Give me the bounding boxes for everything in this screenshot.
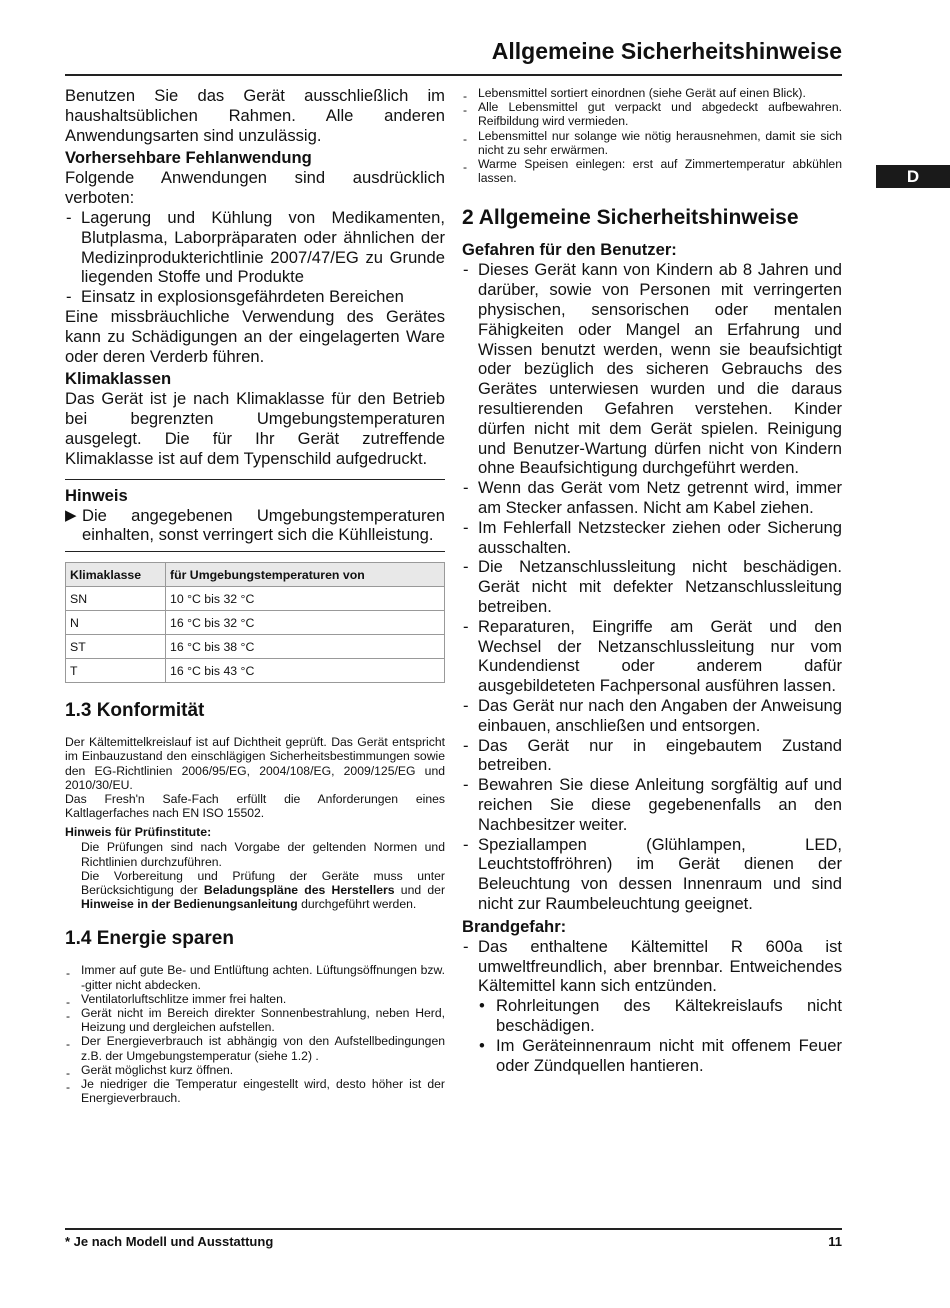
note-text: Die angegebenen Umgebungstemperaturen einhalten, sonst verringert sich die Kühlleistung. [82, 505, 445, 545]
note-heading: Hinweis [65, 485, 128, 505]
note-row [65, 506, 445, 546]
right-column [462, 86, 842, 1075]
text-run: durchgeführt werden. [297, 897, 417, 912]
footer-divider [65, 1228, 842, 1230]
list-item: - Lagerung und Kühlung von Medikamenten, Blutplasma, Laborpräparaten oder ähnlichen der Medizinprodukterichtlinie 2007/47/EG zu Grunde liegenden Stoffe und Produkte [65, 208, 445, 287]
list-item: - Gerät möglichst kurz öffnen. [65, 1063, 445, 1077]
intro-paragraph: Benutzen Sie das Gerät ausschließlich im haushaltsüblichen Rahmen. Alle anderen Anwendungsarten sind unzulässig. [65, 86, 445, 145]
list-item: - Der Energieverbrauch ist abhängig von den Aufstellbedingungen z.B. der Umgebungstemperatur (siehe 1.2) . [65, 1034, 445, 1062]
conformity-paragraph-2: Das Fresh'n Safe-Fach erfüllt die Anforderungen eines Kaltlagerfaches nach EN ISO 15502. [65, 791, 445, 821]
list-item: - Dieses Gerät kann von Kindern ab 8 Jahren und darüber, sowie von Personen mit verringerten physischen, sensorischen oder mentalen Fähigkeiten oder Mangel an Erfahrung und Wissen benutzt werden, wenn sie beaufsichtigt oder bezüglich des sicheren Gebrauchs des Gerätes unterwiesen wurden und die daraus resultierenden Gefahren verstehen. Kinder dürfen nicht mit dem Gerät spielen. Reinigung und Benutzer-Wartung dürfen nicht von Kindern ohne Beaufsichtigung durchgeführt werden. [462, 260, 842, 478]
test-paragraph-2 [65, 869, 445, 912]
list-item: - Reparaturen, Eingriffe am Gerät und den Wechsel der Netzanschlussleitung nur vom Kundendienst oder anderem dafür ausgebildeteten Fachpersonal ausführen lassen. [462, 617, 842, 696]
list-item: - Das enthaltene Kältemittel R 600a ist umweltfreundlich, aber brennbar. Entweichendes Kältemittel kann sich entzünden. [462, 937, 842, 996]
list-item: - Im Fehlerfall Netzstecker ziehen oder Sicherung ausschalten. [462, 518, 842, 558]
page-number: 11 [828, 1234, 842, 1249]
page-title: Allgemeine Sicherheitshinweise [491, 38, 842, 64]
conformity-paragraph-1: Der Kältemittelkreislauf ist auf Dichtheit geprüft. Das Gerät entspricht im Einbauzustand den einschlägigen Sicherheitsbestimmungen sowie den EG-Richtlinien 2006/95/EG, 2004/108/EG, 2009/125/EG und 2010/30/EU. [65, 735, 445, 792]
energy-heading: 1.4 Energie sparen [65, 928, 234, 950]
table-cell: 16 °C bis 38 °C [166, 635, 445, 659]
arrow-right-icon: ▶ [65, 506, 77, 524]
table-cell: 16 °C bis 43 °C [166, 659, 445, 683]
text-run: Die Vorbereitung und Prüfung der Geräte muss unter Berücksichtigung der [81, 868, 445, 897]
test-institute-heading: Hinweis für Prüfinstitute: [65, 825, 212, 840]
conformity-heading: 1.3 Konformität [65, 700, 205, 722]
left-column [65, 86, 445, 1105]
table-header-cell: Klimaklasse [66, 563, 166, 587]
table-cell: 16 °C bis 32 °C [166, 611, 445, 635]
misuse-outro: Eine missbräuchliche Verwendung des Gerätes kann zu Schädigungen an der eingelagerten Ware oder deren Verderb führen. [65, 306, 445, 366]
list-item: - Bewahren Sie diese Anleitung sorgfältig auf und reichen Sie diese gegebenenfalls an den Nachbesitzer weiter. [462, 775, 842, 834]
table-cell: N [66, 611, 166, 635]
table-header-row [66, 563, 445, 587]
list-item: - Ventilatorluftschlitze immer frei halten. [65, 992, 445, 1006]
test-paragraph-1: Die Prüfungen sind nach Vorgabe der geltenden Normen und Richtlinien durchzuführen. [81, 840, 445, 869]
table-row [66, 635, 445, 659]
text-run: und der [394, 882, 445, 897]
list-item: - Immer auf gute Be- und Entlüftung achten. Lüftungsöffnungen bzw. -gitter nicht abdecken. [65, 963, 445, 991]
list-item: • Rohrleitungen des Kältekreislaufs nicht beschädigen. [479, 996, 842, 1036]
list-item: - Wenn das Gerät vom Netz getrennt wird, immer am Stecker anfassen. Nicht am Kabel ziehen. [462, 478, 842, 518]
language-tab: D [876, 165, 950, 188]
user-dangers-heading: Gefahren für den Benutzer: [462, 240, 677, 260]
fire-hazard-list [462, 937, 842, 996]
climate-table [65, 562, 445, 683]
list-item: - Lebensmittel sortiert einordnen (siehe Gerät auf einen Blick). [462, 86, 842, 100]
energy-list [65, 963, 445, 1105]
page-header [65, 36, 842, 76]
climate-heading: Klimaklassen [65, 369, 172, 389]
list-item: - Einsatz in explosionsgefährdeten Bereichen [65, 287, 445, 307]
fire-hazard-bullets [462, 996, 842, 1075]
table-cell: 10 °C bis 32 °C [166, 587, 445, 611]
list-item: - Gerät nicht im Bereich direkter Sonnenbestrahlung, neben Herd, Heizung und dergleichen aufstellen. [65, 1006, 445, 1034]
list-item: - Warme Speisen einlegen: erst auf Zimmertemperatur abkühlen lassen. [462, 157, 842, 185]
table-row [66, 587, 445, 611]
misuse-heading: Vorhersehbare Fehlanwendung [65, 148, 312, 168]
list-item: - Alle Lebensmittel gut verpackt und abgedeckt aufbewahren. Reifbildung wird vermieden. [462, 100, 842, 128]
list-item: - Das Gerät nur in eingebautem Zustand betreiben. [462, 736, 842, 776]
list-item: - Das Gerät nur nach den Angaben der Anweisung einbauen, anschließen und entsorgen. [462, 696, 842, 736]
misuse-list [65, 208, 445, 307]
fire-hazard-heading: Brandgefahr: [462, 916, 567, 936]
climate-paragraph: Das Gerät ist je nach Klimaklasse für den Betrieb bei begrenzten Umgebungstemperaturen ausgelegt. Die für Ihr Gerät zutreffende Klimaklasse ist auf dem Typenschild aufgedruckt. [65, 389, 445, 468]
footer-note: * Je nach Modell und Ausstattung [65, 1234, 274, 1249]
bold-run: Beladungspläne des Herstellers [203, 882, 395, 897]
table-header-cell: für Umgebungstemperaturen von [166, 563, 445, 587]
list-item: - Lebensmittel nur solange wie nötig herausnehmen, damit sie sich nicht zu sehr erwärmen. [462, 129, 842, 157]
note-box [65, 479, 445, 553]
table-row [66, 659, 445, 683]
table-row [66, 611, 445, 635]
table-cell: ST [66, 635, 166, 659]
energy-list-continued [462, 86, 842, 185]
misuse-intro: Folgende Anwendungen sind ausdrücklich verboten: [65, 168, 445, 208]
bold-run: Hinweise in der Bedienungsanleitung [81, 897, 298, 912]
safety-heading: 2 Allgemeine Sicherheitshinweise [462, 206, 799, 230]
list-item: - Speziallampen (Glühlampen, LED, Leuchtstoffröhren) im Gerät dienen der Beleuchtung von dessen Innenraum und sind nicht zur Raumbeleuchtung geeignet. [462, 835, 842, 914]
table-cell: T [66, 659, 166, 683]
table-cell: SN [66, 587, 166, 611]
user-dangers-list [462, 260, 842, 913]
list-item: - Die Netzanschlussleitung nicht beschädigen. Gerät nicht mit defekter Netzanschlussleitung betreiben. [462, 557, 842, 616]
list-item: • Im Geräteinnenraum nicht mit offenem Feuer oder Zündquellen hantieren. [479, 1036, 842, 1076]
list-item: - Je niedriger die Temperatur eingestellt wird, desto höher ist der Energieverbrauch. [65, 1077, 445, 1105]
